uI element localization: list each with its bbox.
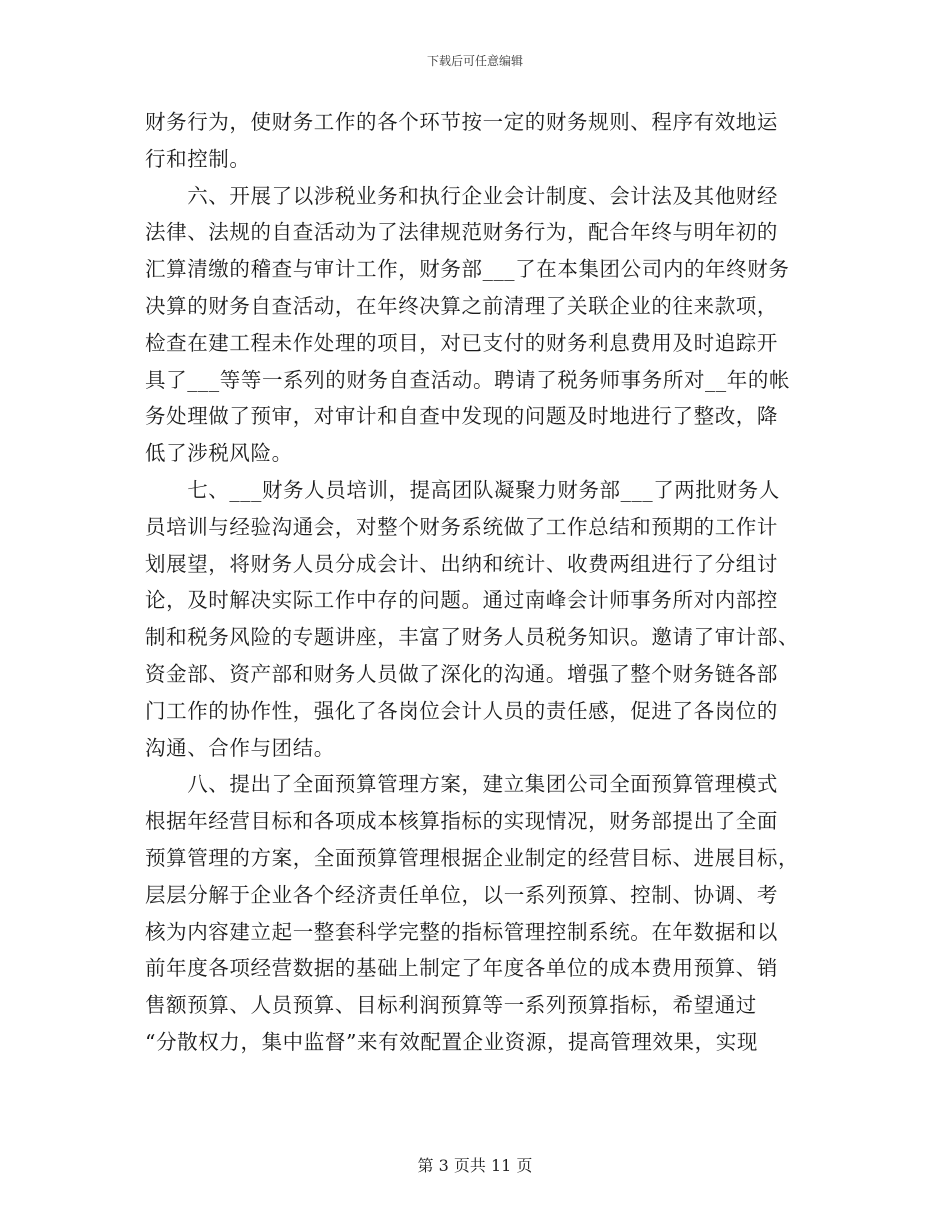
text-line: 六、开展了以涉税业务和执行企业会计制度、会计法及其他财经 — [145, 183, 778, 208]
text-line: 沟通、合作与团结。 — [145, 735, 335, 760]
text-line: 行和控制。 — [145, 146, 251, 171]
text-line: 根据年经营目标和各项成本核算指标的实现情况，财务部提出了全面 — [145, 809, 778, 834]
text-line: 核为内容建立起一整套科学完整的指标管理控制系统。在年数据和以 — [145, 919, 778, 944]
text-line: 前年度各项经营数据的基础上制定了年度各单位的成本费用预算、销 — [145, 956, 778, 981]
text-line: 制和税务风险的专题讲座，丰富了财务人员税务知识。邀请了审计部、 — [145, 625, 800, 650]
text-line: 具了___等等一系列的财务自查活动。聘请了税务师事务所对__年的帐 — [145, 367, 791, 392]
text-line: 资金部、资产部和财务人员做了深化的沟通。增强了整个财务链各部 — [145, 661, 778, 686]
text-line: 论，及时解决实际工作中存的问题。通过南峰会计师事务所对内部控 — [145, 588, 778, 613]
page-header: 下载后可任意编辑 — [426, 54, 523, 68]
text-line: 法律、法规的自查活动为了法律规范财务行为，配合年终与明年初的 — [145, 220, 778, 245]
text-line: 务处理做了预审，对审计和自查中发现的问题及时地进行了整改，降 — [145, 404, 778, 429]
text-line: 低了涉税风险。 — [145, 441, 293, 466]
text-line: 员培训与经验沟通会，对整个财务系统做了工作总结和预期的工作计 — [145, 514, 778, 539]
page-footer: 第 3 页共 11 页 — [417, 1156, 533, 1175]
text-line: 决算的财务自查活动，在年终决算之前清理了关联企业的往来款项， — [145, 293, 778, 318]
text-line: 门工作的协作性，强化了各岗位会计人员的责任感，促进了各岗位的 — [145, 698, 778, 723]
text-line: 售额预算、人员预算、目标利润预算等一系列预算指标，希望通过 — [145, 993, 757, 1018]
text-line: 财务行为，使财务工作的各个环节按一定的财务规则、程序有效地运 — [145, 110, 778, 134]
body-text — [145, 104, 805, 1061]
text-line: 预算管理的方案，全面预算管理根据企业制定的经营目标、进展目标， — [145, 845, 800, 870]
text-line: 层层分解于企业各个经济责任单位，以一系列预算、控制、协调、考 — [145, 882, 778, 907]
text-line: 检查在建工程未作处理的项目，对已支付的财务利息费用及时追踪开 — [145, 330, 778, 355]
text-line: 七、___财务人员培训，提高团队凝聚力财务部___了两批财务人 — [145, 477, 780, 502]
text-line: “分散权力，集中监督”来有效配置企业资源，提高管理效果，实现 — [145, 1029, 758, 1054]
text-line: 汇算清缴的稽查与审计工作，财务部___了在本集团公司内的年终财务 — [145, 257, 790, 282]
text-line: 划展望，将财务人员分成会计、出纳和统计、收费两组进行了分组讨 — [145, 551, 778, 576]
text-line: 八、提出了全面预算管理方案，建立集团公司全面预算管理模式 — [145, 772, 778, 797]
